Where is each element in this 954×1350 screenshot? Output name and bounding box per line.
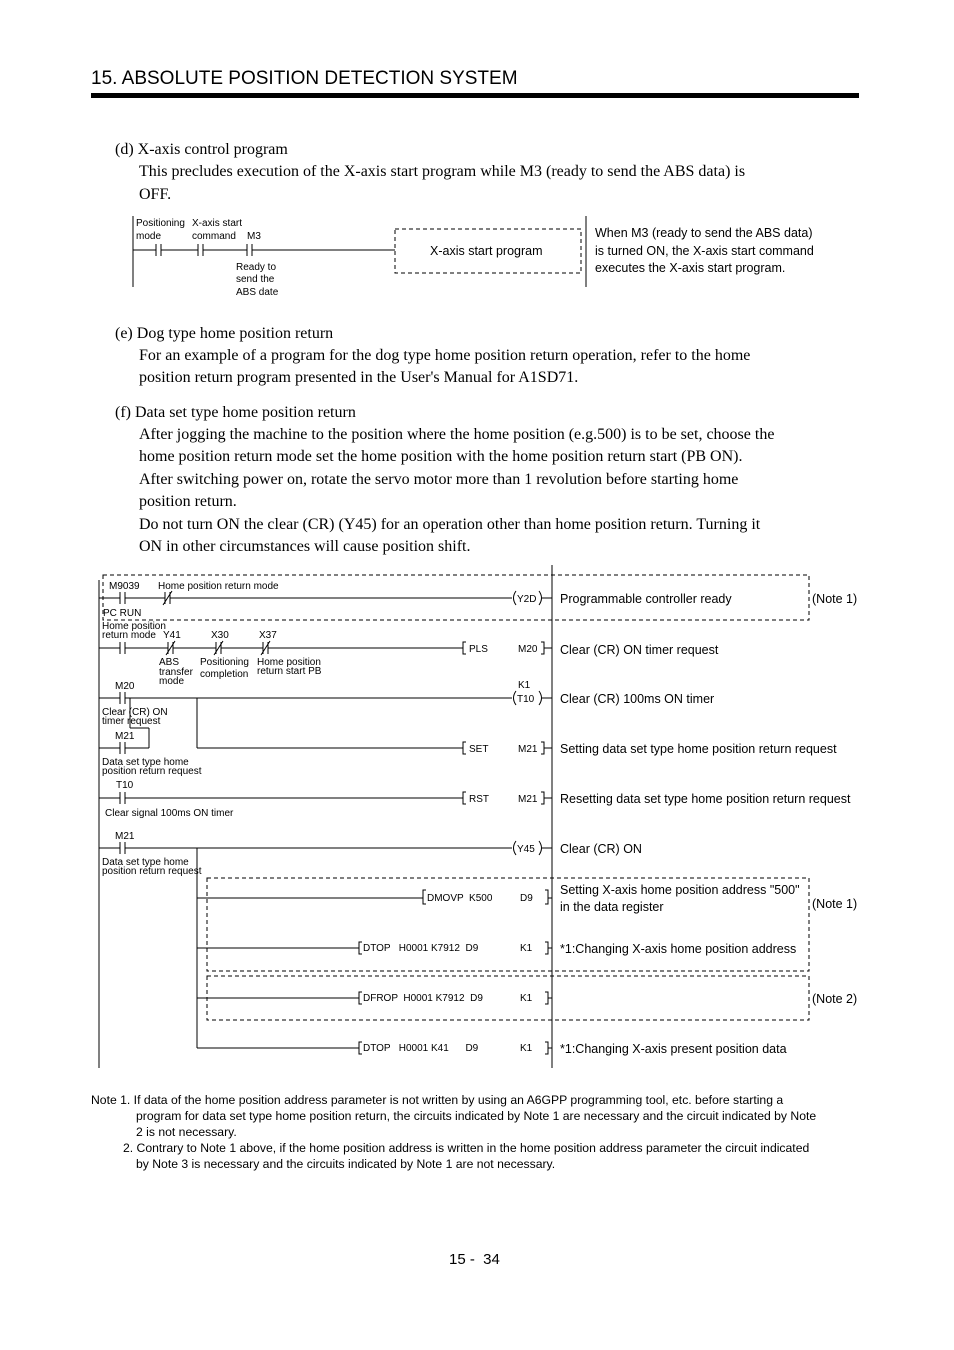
d-comment-line-1: When M3 (ready to send the ABS data) — [595, 226, 813, 240]
x-axis-start-program-box: X-axis start program — [430, 244, 543, 258]
section-e-body-line-2: position return program presented in the User's Manual for A1SD71. — [139, 369, 579, 386]
r6-coil-y45: Y45 — [517, 844, 535, 855]
r5-instruction-rst: RST — [469, 794, 489, 805]
r2-x37-sub-1: Home position — [257, 657, 321, 668]
d-comment-line-3: executes the X-axis start program. — [595, 261, 786, 275]
page-number: 15 - 34 — [449, 1251, 500, 1268]
r7-instruction-dmovp: DMOVP K500 — [427, 893, 493, 904]
r2-contact-x37: X37 — [259, 630, 277, 641]
section-d-heading: (d) X-axis control program — [115, 141, 288, 158]
section-f-body-line-4: position return. — [139, 493, 237, 510]
r3-sub-line-2: timer request — [102, 716, 161, 727]
r7-note-1: (Note 1) — [812, 897, 858, 911]
r6-comment: Clear (CR) ON — [560, 842, 642, 856]
r1-contact-m9039: M9039 — [109, 581, 140, 592]
r4-sub-line-2: position return request — [102, 766, 202, 777]
r2-y41-sub-2: transfer — [159, 667, 193, 678]
r4-instruction-set: SET — [469, 744, 489, 755]
r1-contact-2-label: Home position return mode — [158, 581, 279, 592]
r2-contact-y41: Y41 — [163, 630, 181, 641]
d-contact-3-sub-2: send the — [236, 274, 275, 285]
r5-comment: Resetting data set type home position return request — [560, 792, 851, 806]
section-f-body-line-2: home position return mode set the home position with the home position return start (PB ON). — [139, 448, 743, 465]
r10-comment: *1:Changing X-axis present position data — [560, 1042, 787, 1056]
r8-instruction-dtop: DTOP H0001 K7912 D9 — [363, 943, 479, 954]
r6-sub-line-2: position return request — [102, 866, 202, 877]
section-f-body-line-6: ON in other circumstances will cause position shift. — [139, 538, 471, 555]
r7-comment-line-2: in the data register — [560, 900, 664, 914]
r2-comment: Clear (CR) ON timer request — [560, 643, 719, 657]
r3-k1: K1 — [518, 680, 531, 691]
r4-contact-m21: M21 — [115, 731, 135, 742]
r2-x30-sub-1: Positioning — [200, 657, 249, 668]
r2-label-line-1: Home position — [102, 621, 166, 632]
r7-operand-d9: D9 — [520, 893, 533, 904]
r4-sub-line-1: Data set type home — [102, 757, 189, 768]
d-comment-line-2: is turned ON, the X-axis start command — [595, 244, 814, 258]
r2-contact-x30: X30 — [211, 630, 229, 641]
r6-sub-line-1: Data set type home — [102, 857, 189, 868]
r1-contact-sub-pc-run: PC RUN — [103, 608, 142, 619]
d-contact-2-label-2: command — [192, 231, 236, 242]
d-contact-1-label: Positioning — [136, 218, 185, 229]
d-contact-2-label: X-axis start — [192, 218, 243, 229]
note-1-line-3: 2 is not necessary. — [136, 1125, 237, 1139]
r3-sub-line-1: Clear (CR) ON — [102, 707, 168, 718]
r1-comment: Programmable controller ready — [560, 592, 732, 606]
r10-operand-k1: K1 — [520, 1043, 533, 1054]
r6-contact-m21: M21 — [115, 831, 135, 842]
section-d-body-line-2: OFF. — [139, 186, 172, 203]
section-f-body-line-5: Do not turn ON the clear (CR) (Y45) for an operation other than home position return. Turning it — [139, 516, 761, 533]
r3-coil-t10: T10 — [517, 694, 535, 705]
r2-operand-m20: M20 — [518, 644, 538, 655]
d-contact-3-label: M3 — [247, 231, 261, 242]
r9-note-2: (Note 2) — [812, 992, 858, 1006]
r7-comment-line-1: Setting X-axis home position address "500" — [560, 883, 800, 897]
r9-instruction-dfrop: DFROP H0001 K7912 D9 — [363, 993, 483, 1004]
r2-instruction-pls: PLS — [469, 644, 488, 655]
r8-comment: *1:Changing X-axis home position address — [560, 942, 797, 956]
note-2-line-1: 2. Contrary to Note 1 above, if the home position address is written in the home position address parameter the circuit indicated — [123, 1141, 810, 1155]
section-e-body-line-1: For an example of a program for the dog type home position return operation, refer to the home — [139, 347, 751, 364]
section-f-body-line-3: After switching power on, rotate the servo motor more than 1 revolution before starting home — [139, 471, 739, 488]
page-header-title: 15. ABSOLUTE POSITION DETECTION SYSTEM — [91, 68, 518, 89]
r8-operand-k1: K1 — [520, 943, 533, 954]
d-contact-3-sub-1: Ready to — [236, 262, 277, 273]
note-1-line-1: Note 1. If data of the home position address parameter is not written by using an A6GPP programming tool, etc. before starting a — [91, 1093, 784, 1107]
r4-operand-m21: M21 — [518, 744, 538, 755]
r1-note-1: (Note 1) — [812, 592, 858, 606]
r2-label-line-2: return mode — [102, 630, 156, 641]
note-1-line-2: program for data set type home position return, the circuits indicated by Note 1 are necessary and the circuit indicated by Note — [136, 1109, 817, 1123]
r4-comment: Setting data set type home position return request — [560, 742, 837, 756]
r5-contact-t10: T10 — [116, 780, 134, 791]
r2-x37-sub-2: return start PB — [257, 666, 322, 677]
section-e-heading: (e) Dog type home position return — [115, 325, 334, 342]
section-f-heading: (f) Data set type home position return — [115, 404, 356, 421]
r2-y41-sub-3: mode — [159, 676, 185, 687]
r10-instruction-dtop: DTOP H0001 K41 D9 — [363, 1043, 479, 1054]
r9-operand-k1: K1 — [520, 993, 533, 1004]
r5-operand-m21: M21 — [518, 794, 538, 805]
d-contact-1-label-2: mode — [136, 231, 162, 242]
d-contact-3-sub-3: ABS date — [236, 287, 279, 298]
section-f-body-line-1: After jogging the machine to the position where the home position (e.g.500) is to be set, choose the — [139, 426, 775, 443]
r5-sub: Clear signal 100ms ON timer — [105, 808, 234, 819]
r3-contact-m20: M20 — [115, 681, 135, 692]
r2-x30-sub-2: completion — [200, 669, 249, 680]
r3-comment: Clear (CR) 100ms ON timer — [560, 692, 715, 706]
r2-y41-sub-1: ABS — [159, 657, 180, 668]
r1-coil-y2d: Y2D — [517, 594, 537, 605]
section-d-body-line-1: This precludes execution of the X-axis start program while M3 (ready to send the ABS data) is — [139, 163, 746, 180]
note-2-line-2: by Note 3 is necessary and the circuits indicated by Note 1 are not necessary. — [136, 1157, 556, 1171]
